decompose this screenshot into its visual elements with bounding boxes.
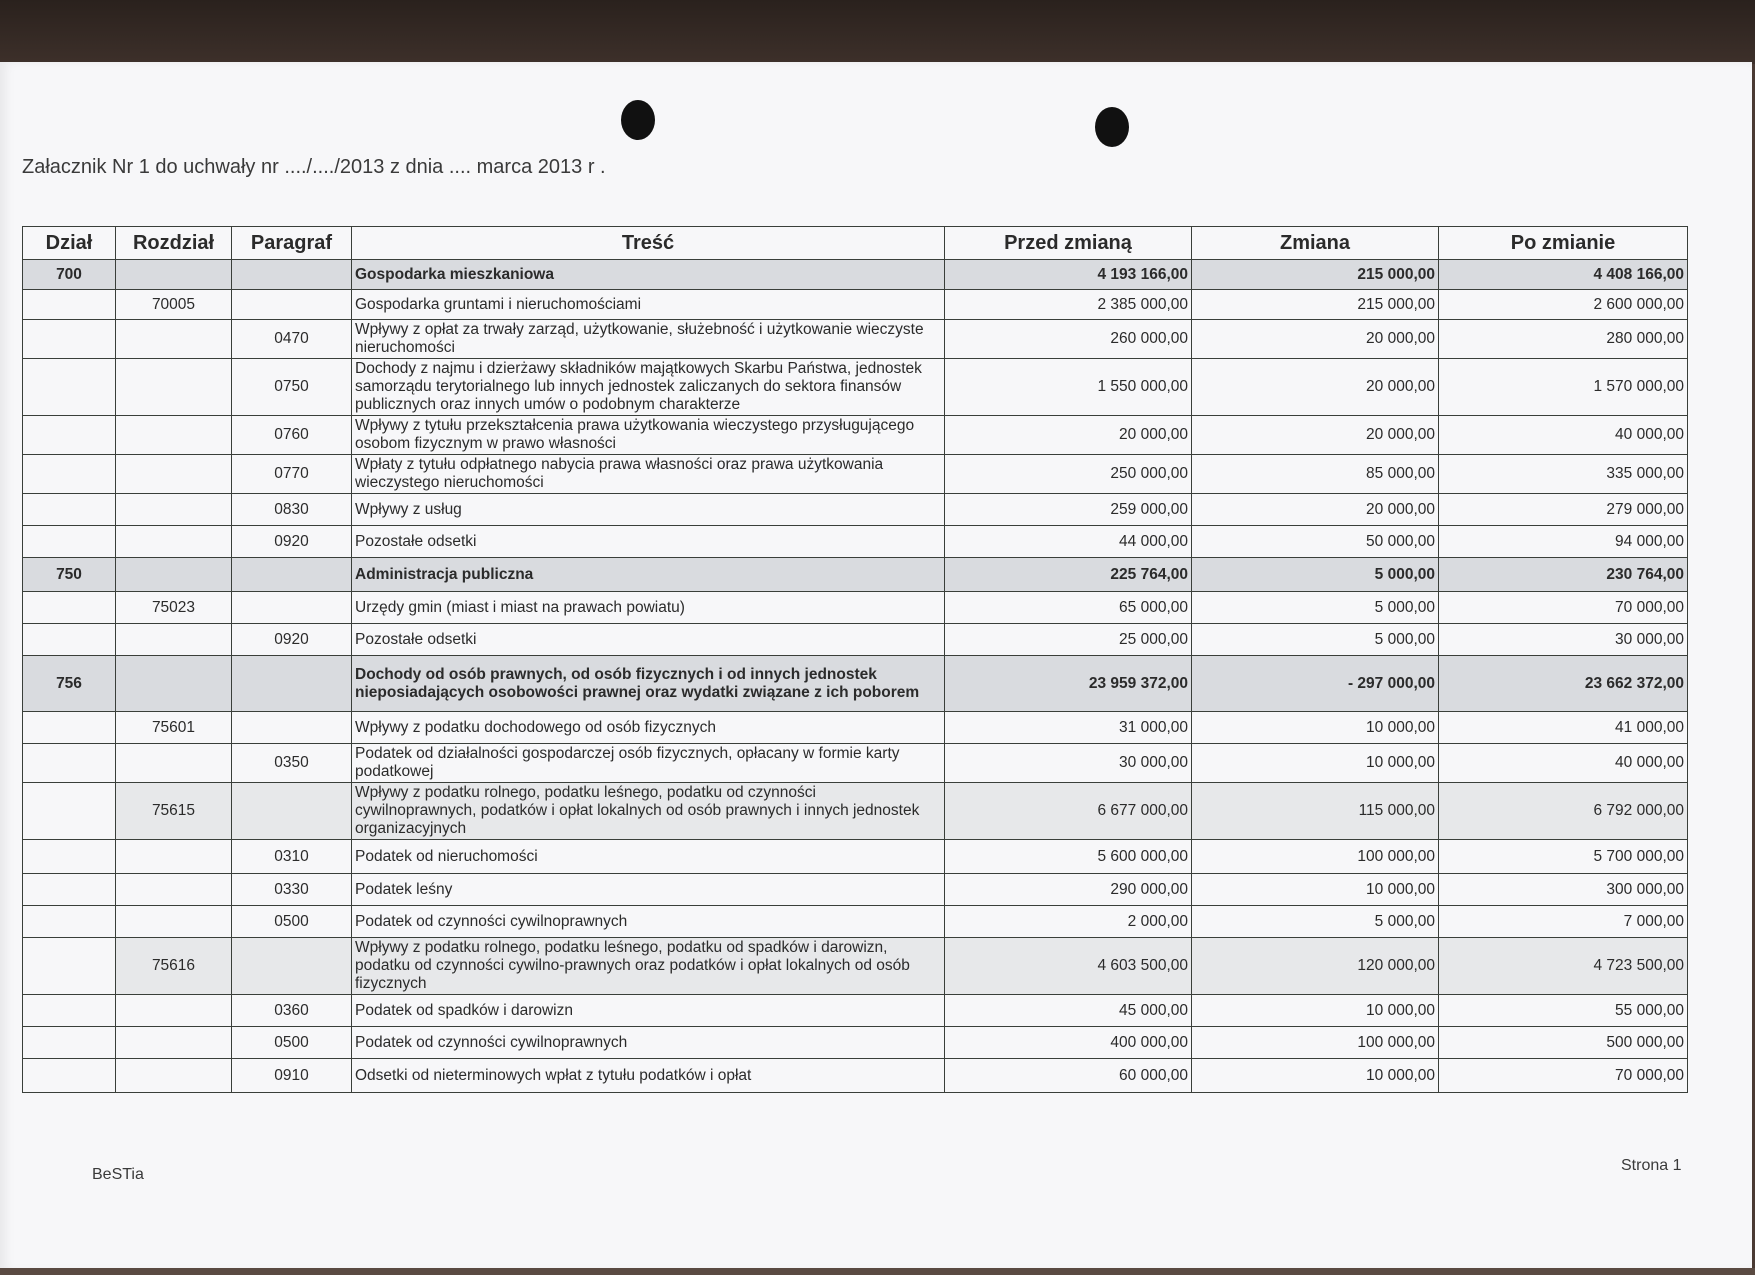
punch-hole-icon — [1095, 107, 1129, 147]
cell-zmiana: 10 000,00 — [1192, 744, 1439, 783]
cell-zmiana: 215 000,00 — [1192, 260, 1439, 290]
cell-paragraf: 0350 — [232, 744, 352, 783]
scan-background-top — [0, 0, 1755, 64]
cell-tresc: Pozostałe odsetki — [352, 526, 945, 558]
cell-paragraf: 0470 — [232, 320, 352, 359]
paragraf-row — [23, 416, 1688, 455]
cell-tresc: Podatek leśny — [352, 874, 945, 906]
cell-zmiana: 85 000,00 — [1192, 455, 1439, 494]
paragraf-row — [23, 995, 1688, 1027]
cell-paragraf: 0920 — [232, 526, 352, 558]
rozdzial-row — [23, 290, 1688, 320]
cell-rozdzial — [116, 416, 232, 455]
paragraf-row — [23, 744, 1688, 783]
cell-przed-zmiana: 4 193 166,00 — [945, 260, 1192, 290]
cell-przed-zmiana: 44 000,00 — [945, 526, 1192, 558]
cell-po-zmianie: 335 000,00 — [1439, 455, 1688, 494]
cell-dzial — [23, 320, 116, 359]
rozdzial-row — [23, 712, 1688, 744]
cell-rozdzial: 70005 — [116, 290, 232, 320]
cell-po-zmianie: 4 408 166,00 — [1439, 260, 1688, 290]
cell-dzial — [23, 783, 116, 840]
cell-przed-zmiana: 2 385 000,00 — [945, 290, 1192, 320]
cell-paragraf: 0910 — [232, 1059, 352, 1093]
cell-rozdzial — [116, 995, 232, 1027]
cell-paragraf — [232, 558, 352, 592]
cell-paragraf: 0500 — [232, 1027, 352, 1059]
cell-rozdzial — [116, 624, 232, 656]
cell-dzial — [23, 455, 116, 494]
cell-paragraf: 0330 — [232, 874, 352, 906]
paragraf-row — [23, 494, 1688, 526]
cell-dzial — [23, 712, 116, 744]
cell-rozdzial — [116, 656, 232, 712]
cell-przed-zmiana: 400 000,00 — [945, 1027, 1192, 1059]
header-rozdzial: Rozdział — [116, 227, 232, 260]
cell-paragraf: 0500 — [232, 906, 352, 938]
cell-dzial — [23, 840, 116, 874]
cell-paragraf — [232, 592, 352, 624]
header-przed-zmiana: Przed zmianą — [945, 227, 1192, 260]
cell-zmiana: 5 000,00 — [1192, 906, 1439, 938]
cell-przed-zmiana: 30 000,00 — [945, 744, 1192, 783]
header-paragraf: Paragraf — [232, 227, 352, 260]
cell-rozdzial — [116, 1027, 232, 1059]
cell-dzial: 750 — [23, 558, 116, 592]
cell-przed-zmiana: 6 677 000,00 — [945, 783, 1192, 840]
cell-przed-zmiana: 65 000,00 — [945, 592, 1192, 624]
rozdzial-row — [23, 938, 1688, 995]
cell-przed-zmiana: 23 959 372,00 — [945, 656, 1192, 712]
cell-dzial — [23, 874, 116, 906]
cell-przed-zmiana: 225 764,00 — [945, 558, 1192, 592]
cell-rozdzial — [116, 1059, 232, 1093]
cell-po-zmianie: 1 570 000,00 — [1439, 359, 1688, 416]
cell-zmiana: 5 000,00 — [1192, 592, 1439, 624]
rozdzial-row — [23, 783, 1688, 840]
cell-paragraf — [232, 656, 352, 712]
cell-przed-zmiana: 250 000,00 — [945, 455, 1192, 494]
cell-po-zmianie: 30 000,00 — [1439, 624, 1688, 656]
cell-paragraf: 0760 — [232, 416, 352, 455]
cell-paragraf — [232, 938, 352, 995]
cell-tresc: Wpływy z opłat za trwały zarząd, użytkowanie, służebność i użytkowanie wieczyste nieruchomości — [352, 320, 945, 359]
cell-tresc: Wpływy z podatku rolnego, podatku leśnego, podatku od czynności cywilnoprawnych, podatków i opłat lokalnych od osób prawnych i innych jednostek organizacyjnych — [352, 783, 945, 840]
cell-dzial — [23, 995, 116, 1027]
cell-po-zmianie: 23 662 372,00 — [1439, 656, 1688, 712]
table-header-row — [23, 227, 1688, 260]
budget-table — [22, 226, 1688, 1093]
dzial-row — [23, 656, 1688, 712]
cell-paragraf — [232, 260, 352, 290]
cell-rozdzial — [116, 260, 232, 290]
cell-rozdzial — [116, 558, 232, 592]
cell-po-zmianie: 70 000,00 — [1439, 1059, 1688, 1093]
cell-po-zmianie: 230 764,00 — [1439, 558, 1688, 592]
cell-dzial — [23, 744, 116, 783]
footer-software-name: BeSTia — [92, 1166, 144, 1183]
cell-rozdzial — [116, 874, 232, 906]
cell-po-zmianie: 55 000,00 — [1439, 995, 1688, 1027]
cell-dzial — [23, 938, 116, 995]
cell-przed-zmiana: 31 000,00 — [945, 712, 1192, 744]
header-tresc: Treść — [352, 227, 945, 260]
cell-zmiana: 10 000,00 — [1192, 712, 1439, 744]
scan-background-bottom — [0, 1268, 1755, 1275]
cell-dzial — [23, 1059, 116, 1093]
cell-dzial — [23, 906, 116, 938]
cell-rozdzial — [116, 359, 232, 416]
cell-rozdzial — [116, 455, 232, 494]
cell-paragraf — [232, 712, 352, 744]
cell-przed-zmiana: 260 000,00 — [945, 320, 1192, 359]
cell-paragraf: 0920 — [232, 624, 352, 656]
cell-rozdzial: 75601 — [116, 712, 232, 744]
cell-tresc: Wpłaty z tytułu odpłatnego nabycia prawa własności oraz prawa użytkowania wieczystego nieruchomości — [352, 455, 945, 494]
cell-paragraf: 0360 — [232, 995, 352, 1027]
cell-dzial — [23, 1027, 116, 1059]
cell-tresc: Gospodarka mieszkaniowa — [352, 260, 945, 290]
cell-po-zmianie: 4 723 500,00 — [1439, 938, 1688, 995]
cell-paragraf: 0770 — [232, 455, 352, 494]
cell-przed-zmiana: 290 000,00 — [945, 874, 1192, 906]
cell-tresc: Podatek od czynności cywilnoprawnych — [352, 906, 945, 938]
header-po-zmianie: Po zmianie — [1439, 227, 1688, 260]
paragraf-row — [23, 526, 1688, 558]
cell-tresc: Administracja publiczna — [352, 558, 945, 592]
cell-zmiana: 20 000,00 — [1192, 320, 1439, 359]
cell-dzial — [23, 494, 116, 526]
document-caption: Załacznik Nr 1 do uchwały nr ..../..../2013 z dnia .... marca 2013 r . — [22, 156, 606, 178]
cell-przed-zmiana: 2 000,00 — [945, 906, 1192, 938]
cell-tresc: Dochody od osób prawnych, od osób fizycznych i od innych jednostek nieposiadających osobowości prawnej oraz wydatki związane z ich poborem — [352, 656, 945, 712]
cell-tresc: Pozostałe odsetki — [352, 624, 945, 656]
cell-dzial: 756 — [23, 656, 116, 712]
cell-po-zmianie: 5 700 000,00 — [1439, 840, 1688, 874]
cell-przed-zmiana: 5 600 000,00 — [945, 840, 1192, 874]
cell-rozdzial — [116, 840, 232, 874]
cell-zmiana: 5 000,00 — [1192, 624, 1439, 656]
header-dzial: Dział — [23, 227, 116, 260]
cell-paragraf: 0750 — [232, 359, 352, 416]
paragraf-row — [23, 624, 1688, 656]
paragraf-row — [23, 840, 1688, 874]
cell-tresc: Podatek od czynności cywilnoprawnych — [352, 1027, 945, 1059]
cell-zmiana: 10 000,00 — [1192, 995, 1439, 1027]
cell-zmiana: 20 000,00 — [1192, 359, 1439, 416]
cell-tresc: Wpływy z tytułu przekształcenia prawa użytkowania wieczystego przysługującego osobom fizycznym w prawo własności — [352, 416, 945, 455]
paragraf-row — [23, 906, 1688, 938]
dzial-row — [23, 558, 1688, 592]
cell-rozdzial: 75615 — [116, 783, 232, 840]
cell-zmiana: 50 000,00 — [1192, 526, 1439, 558]
cell-tresc: Wpływy z podatku dochodowego od osób fizycznych — [352, 712, 945, 744]
cell-zmiana: 215 000,00 — [1192, 290, 1439, 320]
cell-tresc: Urzędy gmin (miast i miast na prawach powiatu) — [352, 592, 945, 624]
cell-po-zmianie: 94 000,00 — [1439, 526, 1688, 558]
cell-tresc: Odsetki od nieterminowych wpłat z tytułu podatków i opłat — [352, 1059, 945, 1093]
header-zmiana: Zmiana — [1192, 227, 1439, 260]
paragraf-row — [23, 359, 1688, 416]
cell-dzial: 700 — [23, 260, 116, 290]
cell-tresc: Dochody z najmu i dzierżawy składników majątkowych Skarbu Państwa, jednostek samorządu terytorialnego lub innych jednostek zaliczanych do sektora finansów publicznych oraz innych umów o podobnym charakterze — [352, 359, 945, 416]
paragraf-row — [23, 1059, 1688, 1093]
cell-rozdzial — [116, 906, 232, 938]
cell-rozdzial — [116, 744, 232, 783]
cell-rozdzial — [116, 320, 232, 359]
cell-przed-zmiana: 45 000,00 — [945, 995, 1192, 1027]
cell-dzial — [23, 624, 116, 656]
cell-rozdzial — [116, 494, 232, 526]
cell-zmiana: 5 000,00 — [1192, 558, 1439, 592]
paragraf-row — [23, 320, 1688, 359]
paragraf-row — [23, 1027, 1688, 1059]
cell-tresc: Wpływy z usług — [352, 494, 945, 526]
cell-dzial — [23, 359, 116, 416]
cell-przed-zmiana: 60 000,00 — [945, 1059, 1192, 1093]
cell-tresc: Wpływy z podatku rolnego, podatku leśnego, podatku od spadków i darowizn, podatku od czynności cywilno-prawnych oraz podatków i opłat lokalnych od osób fizycznych — [352, 938, 945, 995]
cell-po-zmianie: 280 000,00 — [1439, 320, 1688, 359]
cell-paragraf: 0830 — [232, 494, 352, 526]
cell-tresc: Podatek od nieruchomości — [352, 840, 945, 874]
cell-przed-zmiana: 259 000,00 — [945, 494, 1192, 526]
cell-zmiana: 20 000,00 — [1192, 494, 1439, 526]
cell-rozdzial: 75616 — [116, 938, 232, 995]
cell-rozdzial — [116, 526, 232, 558]
cell-przed-zmiana: 25 000,00 — [945, 624, 1192, 656]
cell-zmiana: 120 000,00 — [1192, 938, 1439, 995]
paragraf-row — [23, 455, 1688, 494]
cell-dzial — [23, 290, 116, 320]
cell-po-zmianie: 7 000,00 — [1439, 906, 1688, 938]
cell-zmiana: 20 000,00 — [1192, 416, 1439, 455]
cell-paragraf — [232, 290, 352, 320]
cell-po-zmianie: 41 000,00 — [1439, 712, 1688, 744]
cell-tresc: Podatek od spadków i darowizn — [352, 995, 945, 1027]
cell-po-zmianie: 40 000,00 — [1439, 416, 1688, 455]
punch-hole-icon — [621, 100, 655, 140]
cell-dzial — [23, 526, 116, 558]
cell-paragraf — [232, 783, 352, 840]
cell-po-zmianie: 40 000,00 — [1439, 744, 1688, 783]
cell-paragraf: 0310 — [232, 840, 352, 874]
cell-dzial — [23, 592, 116, 624]
cell-rozdzial: 75023 — [116, 592, 232, 624]
cell-po-zmianie: 2 600 000,00 — [1439, 290, 1688, 320]
cell-tresc: Gospodarka gruntami i nieruchomościami — [352, 290, 945, 320]
cell-po-zmianie: 500 000,00 — [1439, 1027, 1688, 1059]
paragraf-row — [23, 874, 1688, 906]
cell-zmiana: 10 000,00 — [1192, 874, 1439, 906]
cell-zmiana: 100 000,00 — [1192, 840, 1439, 874]
cell-przed-zmiana: 20 000,00 — [945, 416, 1192, 455]
cell-po-zmianie: 70 000,00 — [1439, 592, 1688, 624]
cell-dzial — [23, 416, 116, 455]
cell-po-zmianie: 6 792 000,00 — [1439, 783, 1688, 840]
cell-przed-zmiana: 1 550 000,00 — [945, 359, 1192, 416]
footer-page-number: Strona 1 — [1621, 1157, 1682, 1174]
cell-zmiana: 115 000,00 — [1192, 783, 1439, 840]
rozdzial-row — [23, 592, 1688, 624]
cell-po-zmianie: 279 000,00 — [1439, 494, 1688, 526]
cell-przed-zmiana: 4 603 500,00 — [945, 938, 1192, 995]
cell-po-zmianie: 300 000,00 — [1439, 874, 1688, 906]
dzial-row — [23, 260, 1688, 290]
cell-tresc: Podatek od działalności gospodarczej osób fizycznych, opłacany w formie karty podatkowej — [352, 744, 945, 783]
cell-zmiana: - 297 000,00 — [1192, 656, 1439, 712]
cell-zmiana: 10 000,00 — [1192, 1059, 1439, 1093]
cell-zmiana: 100 000,00 — [1192, 1027, 1439, 1059]
